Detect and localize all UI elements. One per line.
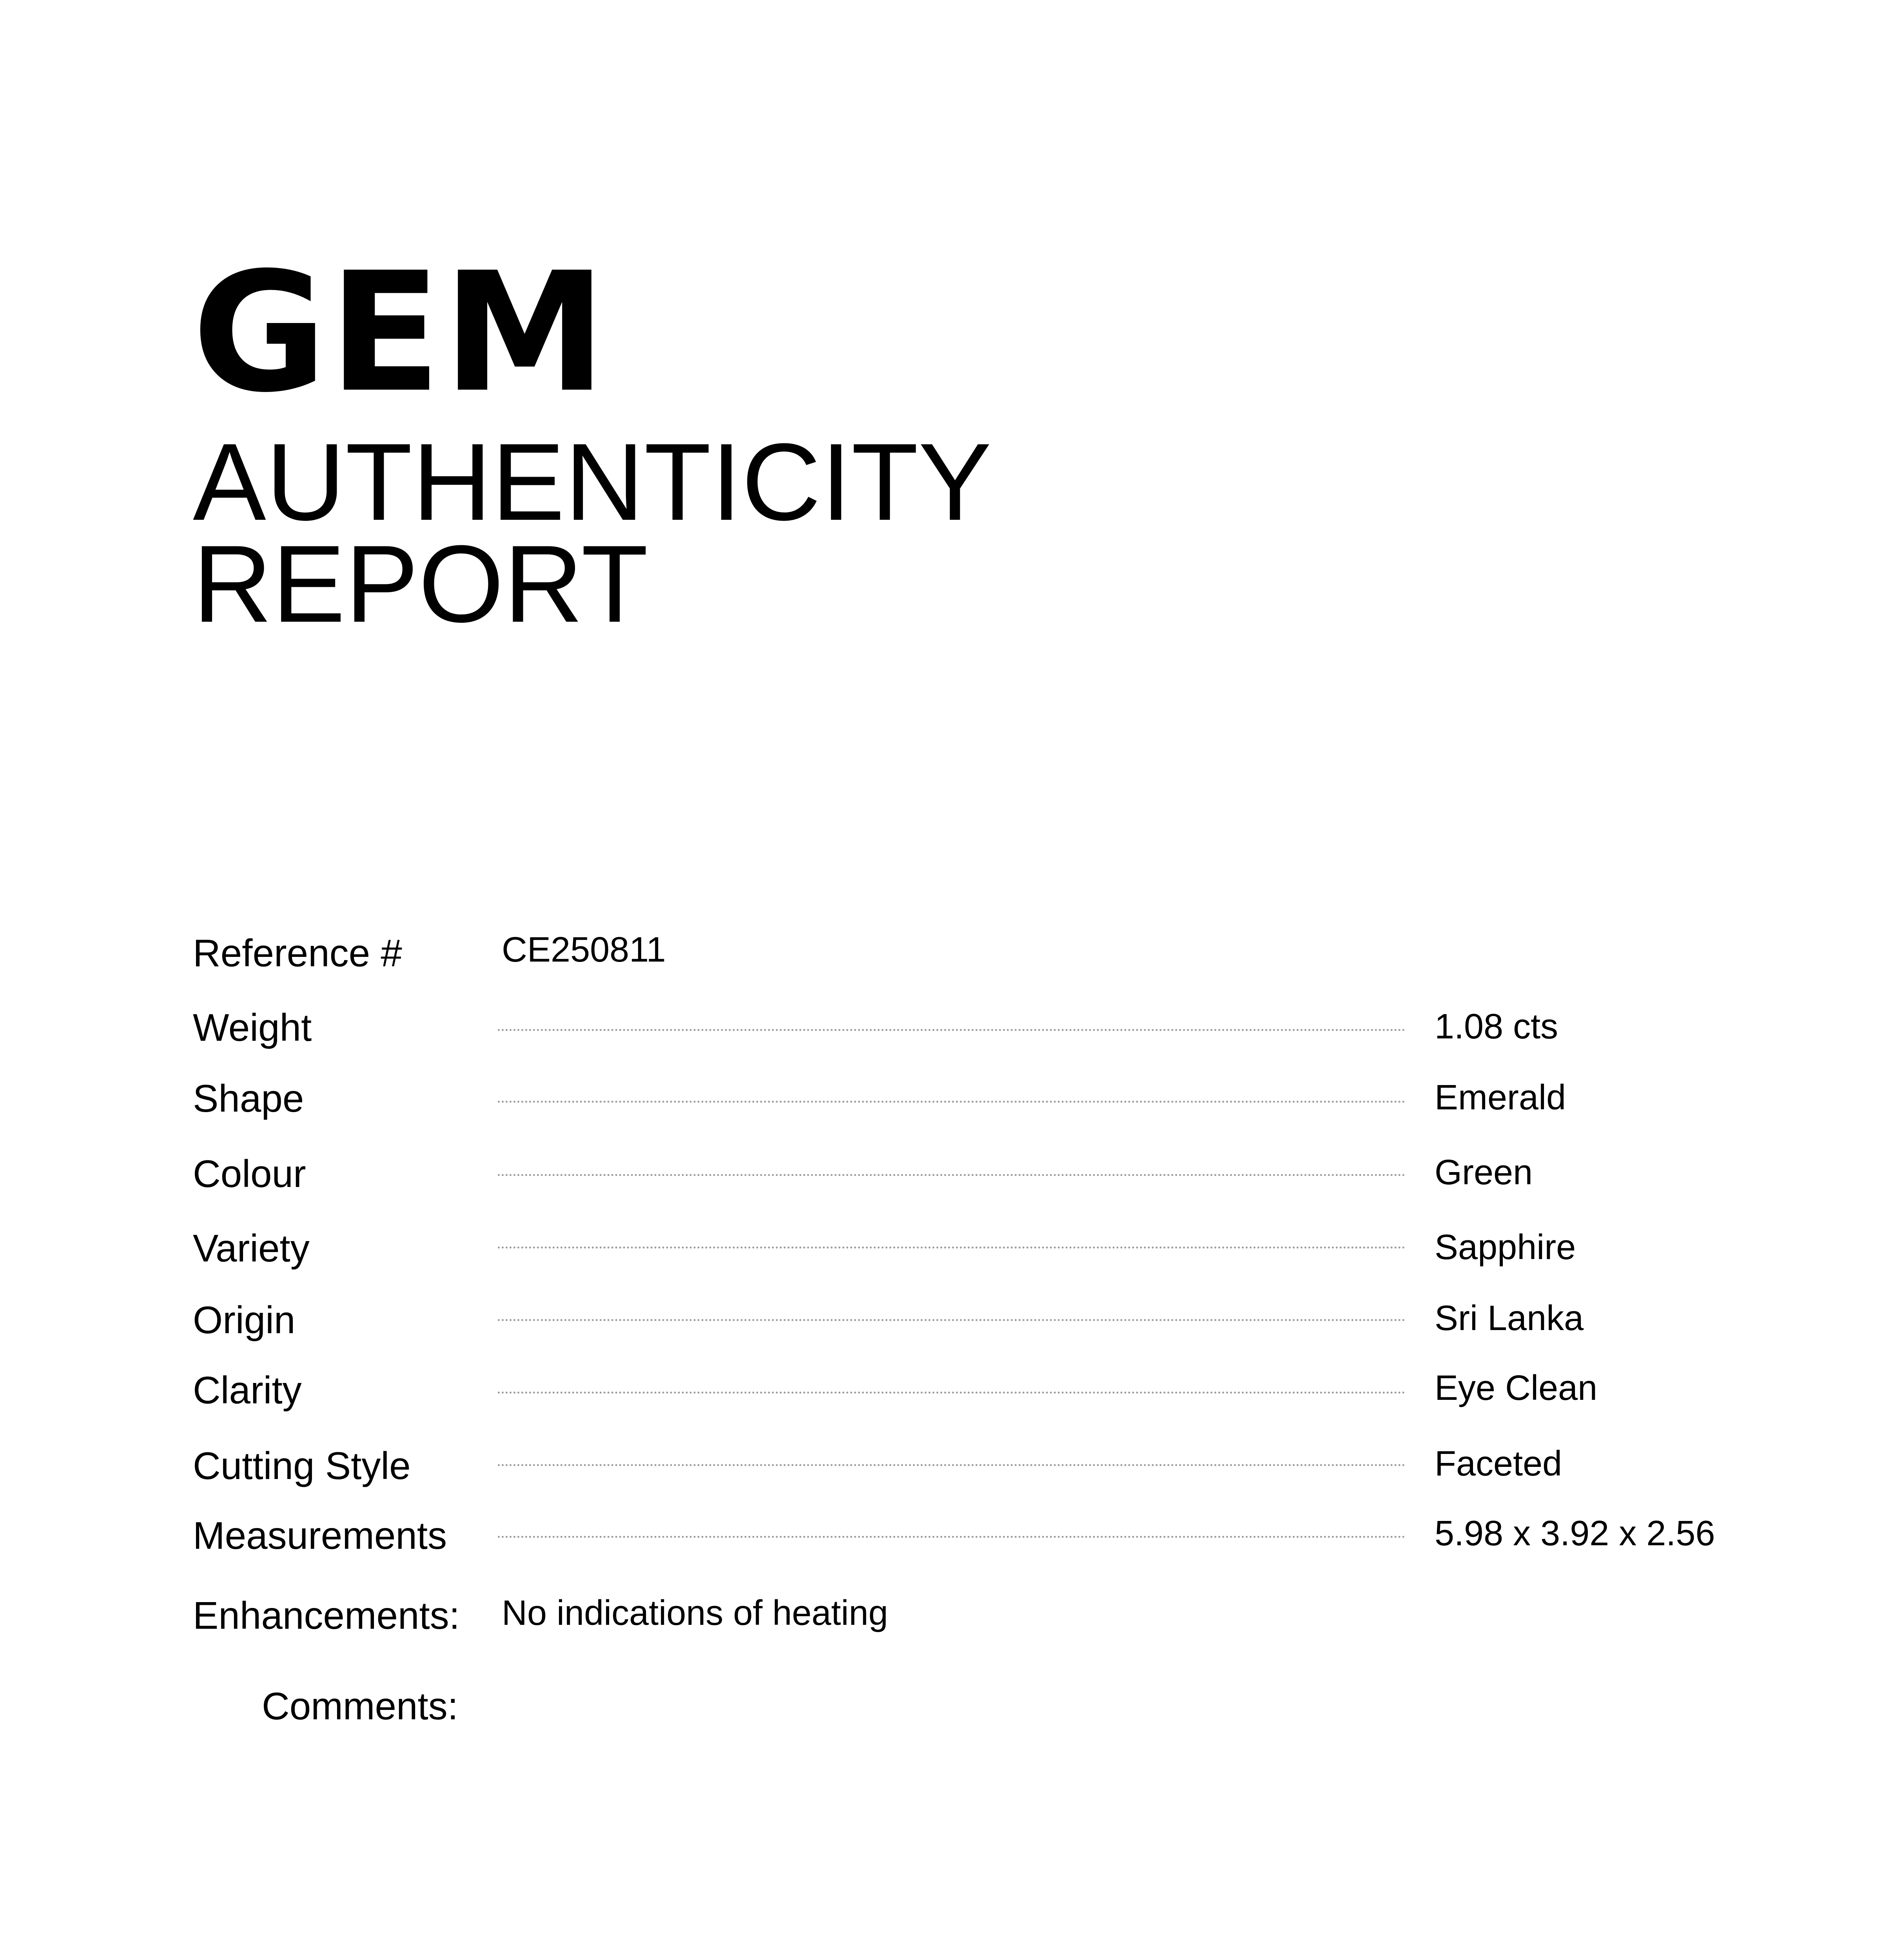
report-title: GEM xyxy=(192,237,608,429)
spec-value-shape: Emerald xyxy=(1435,1078,1566,1117)
leader-line xyxy=(498,1319,1405,1321)
reference-label: Reference # xyxy=(193,931,402,975)
comments-label: Comments: xyxy=(262,1684,459,1728)
spec-label-clarity: Clarity xyxy=(193,1368,302,1412)
reference-value: CE250811 xyxy=(502,930,666,969)
spec-value-colour: Green xyxy=(1435,1153,1533,1192)
spec-value-weight: 1.08 cts xyxy=(1435,1007,1558,1046)
report-subtitle-line1: AUTHENTICITY xyxy=(193,421,992,543)
spec-label-shape: Shape xyxy=(193,1077,304,1120)
leader-line xyxy=(498,1029,1405,1031)
leader-line xyxy=(498,1247,1405,1249)
report-subtitle-line2: REPORT xyxy=(193,523,648,645)
spec-label-measurements: Measurements xyxy=(193,1514,447,1557)
spec-label-colour: Colour xyxy=(193,1152,306,1195)
spec-value-variety: Sapphire xyxy=(1435,1228,1576,1267)
leader-line xyxy=(498,1392,1405,1394)
spec-value-clarity: Eye Clean xyxy=(1435,1368,1598,1408)
leader-line xyxy=(498,1174,1405,1176)
enhancements-value: No indications of heating xyxy=(502,1593,888,1633)
spec-label-weight: Weight xyxy=(193,1006,312,1049)
spec-label-variety: Variety xyxy=(193,1227,310,1270)
enhancements-label: Enhancements: xyxy=(193,1594,460,1637)
spec-value-measurements: 5.98 x 3.92 x 2.56 xyxy=(1435,1514,1715,1553)
leader-line xyxy=(498,1464,1405,1466)
spec-label-origin: Origin xyxy=(193,1298,296,1341)
spec-value-cutting-style: Faceted xyxy=(1435,1444,1562,1483)
spec-label-cutting-style: Cutting Style xyxy=(193,1444,411,1487)
leader-line xyxy=(498,1101,1405,1103)
leader-line xyxy=(498,1536,1405,1538)
spec-value-origin: Sri Lanka xyxy=(1435,1299,1584,1338)
